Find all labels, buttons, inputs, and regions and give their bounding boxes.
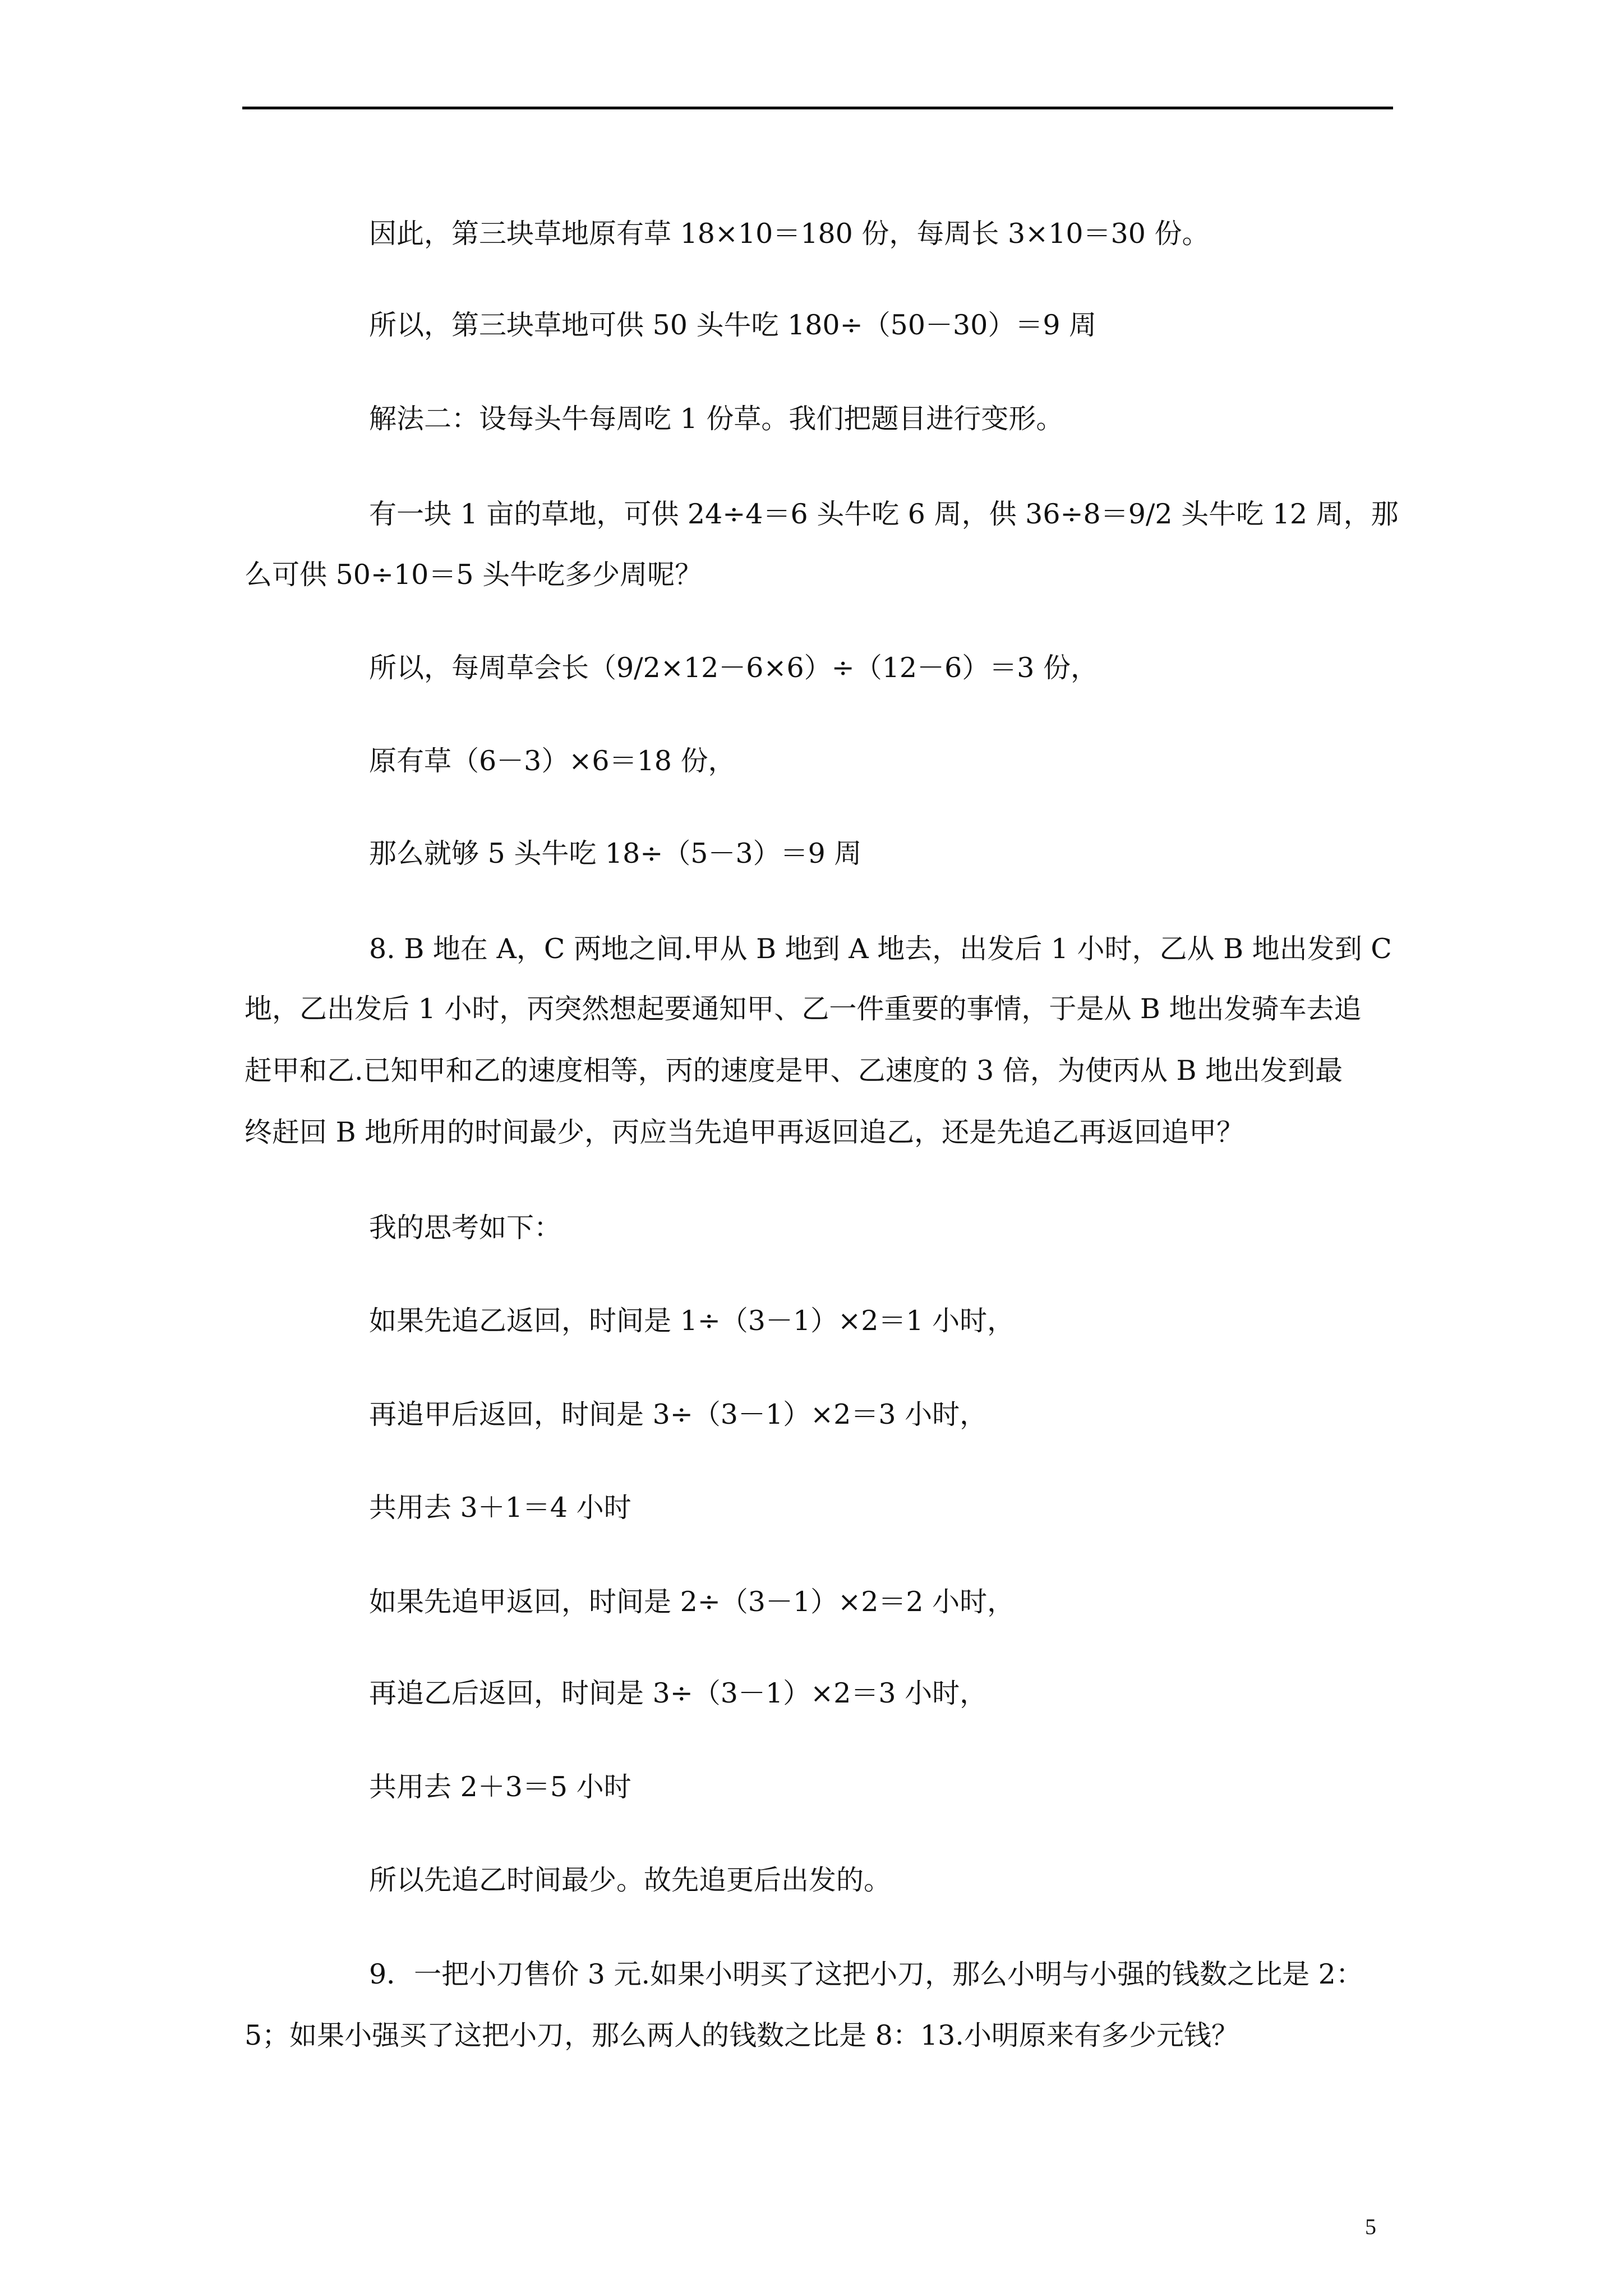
text-line: 所以先追乙时间最少。故先追更后出发的。 xyxy=(369,1864,892,1896)
text-line: 5；如果小强买了这把小刀，那么两人的钱数之比是 8：13.小明原来有多少元钱？ xyxy=(245,2019,1239,2051)
text-line: 我的思考如下： xyxy=(369,1212,562,1244)
text-line: 么可供 50÷10＝5 头牛吃多少周呢？ xyxy=(245,559,703,591)
page-number: 5 xyxy=(1365,2214,1376,2239)
text-line: 如果先追乙返回，时间是 1÷（3－1）×2＝1 小时， xyxy=(369,1305,1015,1337)
text-line: 共用去 2＋3＝5 小时 xyxy=(369,1771,631,1803)
text-line: 9．一把小刀售价 3 元.如果小明买了这把小刀，那么小明与小强的钱数之比是 2： xyxy=(369,1958,1363,1990)
text-line: 因此，第三块草地原有草 18×10＝180 份，每周长 3×10＝30 份。 xyxy=(369,218,1210,250)
text-line: 如果先追甲返回，时间是 2÷（3－1）×2＝2 小时， xyxy=(369,1586,1015,1618)
text-line: 赶甲和乙.已知甲和乙的速度相等，丙的速度是甲、乙速度的 3 倍，为使丙从 B 地出发到最 xyxy=(245,1055,1343,1087)
text-line: 解法二：设每头牛每周吃 1 份草。我们把题目进行变形。 xyxy=(369,403,1064,435)
text-line: 终赶回 B 地所用的时间最少，丙应当先追甲再返回追乙，还是先追乙再返回追甲？ xyxy=(245,1116,1244,1148)
text-line: 原有草（6－3）×6＝18 份， xyxy=(369,745,736,777)
text-line: 共用去 3＋1＝4 小时 xyxy=(369,1492,631,1524)
text-line: 再追乙后返回，时间是 3÷（3－1）×2＝3 小时， xyxy=(369,1677,988,1709)
text-line: 有一块 1 亩的草地，可供 24÷4＝6 头牛吃 6 周，供 36÷8＝9/2 头牛吃 12 周，那 xyxy=(369,498,1399,530)
text-line: 所以，每周草会长（9/2×12－6×6）÷（12－6）＝3 份， xyxy=(369,652,1099,684)
text-line: 所以，第三块草地可供 50 头牛吃 180÷（50－30）＝9 周 xyxy=(369,309,1097,341)
text-line: 地，乙出发后 1 小时，丙突然想起要通知甲、乙一件重要的事情，于是从 B 地出发骑车去追 xyxy=(245,993,1362,1025)
header-rule xyxy=(242,107,1393,109)
text-line: 再追甲后返回，时间是 3÷（3－1）×2＝3 小时， xyxy=(369,1398,988,1430)
text-line: 那么就够 5 头牛吃 18÷（5－3）＝9 周 xyxy=(369,838,862,869)
text-line: 8. B 地在 A，C 两地之间.甲从 B 地到 A 地去，出发后 1 小时，乙从 B 地出发到 C xyxy=(369,933,1392,965)
